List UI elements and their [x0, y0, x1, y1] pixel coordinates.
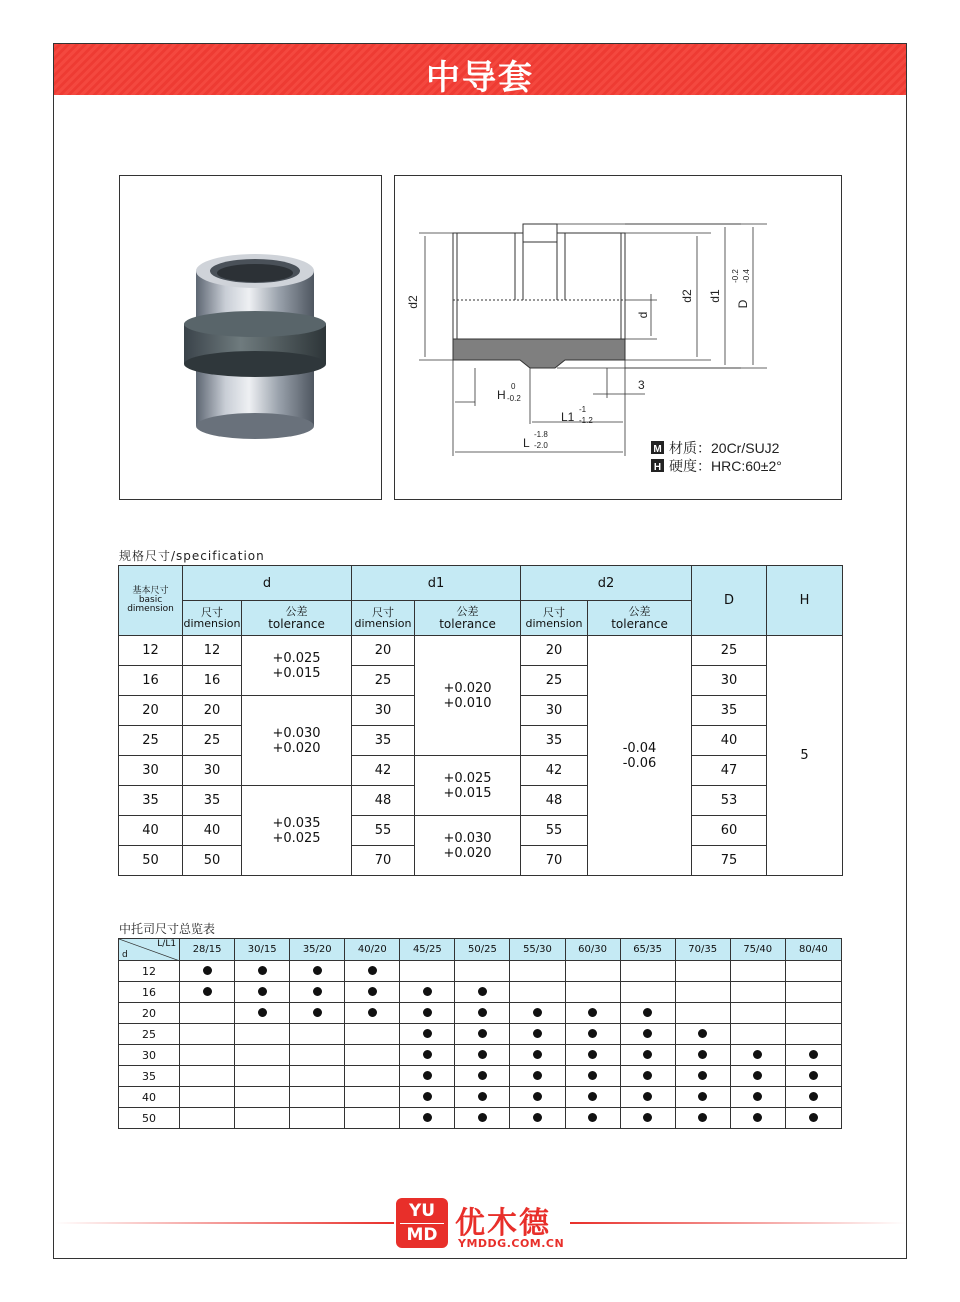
overview-cell: [675, 982, 730, 1003]
spec-table: [118, 565, 843, 876]
overview-section-title: 中托司尺寸总览表: [119, 922, 216, 936]
availability-dot: [643, 1029, 652, 1038]
d1-tol-cell: +0.030 +0.020: [415, 816, 521, 876]
col-d2-header: d2: [521, 566, 692, 601]
col-H-header: H: [767, 566, 843, 636]
overview-cell: [510, 1066, 565, 1087]
availability-dot: [588, 1092, 597, 1101]
overview-cell: [785, 982, 841, 1003]
overview-cell: [290, 1024, 345, 1045]
overview-cell: [510, 982, 565, 1003]
availability-dot: [809, 1113, 818, 1122]
overview-cell: [620, 982, 675, 1003]
availability-dot: [423, 1092, 432, 1101]
d1-label: d1: [708, 289, 722, 303]
overview-cell: [785, 1087, 841, 1108]
overview-cell: [345, 1108, 400, 1129]
overview-cell: [345, 1045, 400, 1066]
availability-dot: [533, 1092, 542, 1101]
overview-cell: [400, 961, 455, 982]
overview-col-header: 60/30: [565, 939, 620, 961]
overview-cell: [455, 1045, 510, 1066]
L-label: L: [523, 436, 530, 450]
d-tol-subheader: 公差 tolerance: [242, 601, 352, 636]
brand-logo: YU MD: [396, 1198, 448, 1248]
overview-cell: [180, 1087, 235, 1108]
availability-dot: [313, 966, 322, 975]
overview-cell: [565, 1087, 620, 1108]
overview-cell: [235, 982, 290, 1003]
overview-cell: [620, 1066, 675, 1087]
col-d-header: d: [183, 566, 352, 601]
dim-3-label: 3: [638, 378, 645, 392]
table-row: 35 35 +0.035 +0.025 48 48 53: [119, 786, 843, 816]
overview-col-header: 45/25: [400, 939, 455, 961]
availability-dot: [423, 987, 432, 996]
product-photo-frame: [119, 175, 382, 500]
overview-cell: [620, 1024, 675, 1045]
availability-dot: [478, 1092, 487, 1101]
overview-cell: [180, 961, 235, 982]
overview-cell: [510, 1024, 565, 1045]
availability-dot: [423, 1029, 432, 1038]
overview-cell: [180, 1108, 235, 1129]
overview-cell: [290, 1003, 345, 1024]
availability-dot: [203, 966, 212, 975]
overview-col-header: 75/40: [730, 939, 785, 961]
overview-row-d: 12: [119, 961, 180, 982]
availability-dot: [698, 1050, 707, 1059]
availability-dot: [533, 1050, 542, 1059]
overview-cell: [455, 982, 510, 1003]
availability-dot: [643, 1008, 652, 1017]
overview-cell: [675, 1108, 730, 1129]
overview-cell: [730, 1066, 785, 1087]
availability-dot: [423, 1113, 432, 1122]
overview-cell: [345, 982, 400, 1003]
availability-dot: [588, 1071, 597, 1080]
overview-cell: [730, 1024, 785, 1045]
overview-cell: [400, 1003, 455, 1024]
overview-col-header: 55/30: [510, 939, 565, 961]
availability-dot: [478, 1008, 487, 1017]
col-d1-header: d1: [352, 566, 521, 601]
L-tolerance-lower: -2.0: [534, 441, 548, 450]
d2-size-subheader: 尺寸 dimension: [521, 601, 588, 636]
overview-cell: [400, 1087, 455, 1108]
availability-dot: [643, 1071, 652, 1080]
table-row: 25 25 35 35 40: [119, 726, 843, 756]
overview-cell: [235, 1045, 290, 1066]
overview-cell: [730, 961, 785, 982]
overview-cell: [455, 1003, 510, 1024]
overview-cell: [345, 1066, 400, 1087]
H-value-cell: 5: [767, 636, 843, 876]
overview-row: [119, 961, 842, 982]
overview-cell: [290, 1108, 345, 1129]
overview-cell: [565, 1108, 620, 1129]
availability-dot: [423, 1050, 432, 1059]
availability-dot: [423, 1071, 432, 1080]
overview-cell: [400, 982, 455, 1003]
title-banner: [54, 44, 906, 98]
overview-cell: [345, 1087, 400, 1108]
availability-dot: [478, 1071, 487, 1080]
availability-dot: [368, 966, 377, 975]
d2-left-label: d2: [406, 295, 420, 309]
material-badge: M: [653, 444, 662, 455]
overview-cell: [730, 1087, 785, 1108]
overview-row: [119, 1108, 842, 1129]
col-basic-header: 基本尺寸 basic dimension: [119, 566, 183, 636]
availability-dot: [753, 1113, 762, 1122]
overview-cell: [565, 1045, 620, 1066]
availability-dot: [588, 1008, 597, 1017]
overview-row-d: 25: [119, 1024, 180, 1045]
overview-cell: [565, 1066, 620, 1087]
overview-cell: [345, 961, 400, 982]
table-row: 30 30 42 +0.025 +0.015 42 47: [119, 756, 843, 786]
technical-drawing-frame: [394, 175, 842, 500]
overview-cell: [785, 1045, 841, 1066]
overview-cell: [785, 1003, 841, 1024]
overview-row: [119, 1087, 842, 1108]
availability-dot: [313, 1008, 322, 1017]
table-row: 20 20 +0.030 +0.020 30 30 35: [119, 696, 843, 726]
overview-cell: [620, 1087, 675, 1108]
H-tolerance-lower: -0.2: [507, 394, 521, 403]
overview-cell: [290, 982, 345, 1003]
D-tolerance-upper: -0.2: [731, 269, 740, 283]
availability-dot: [643, 1113, 652, 1122]
availability-dot: [698, 1071, 707, 1080]
material-text: 材质：20Cr/SUJ2: [669, 440, 780, 456]
overview-row: [119, 1045, 842, 1066]
overview-cell: [235, 1087, 290, 1108]
overview-row-d: 40: [119, 1087, 180, 1108]
overview-col-header: 30/15: [235, 939, 290, 961]
L1-label: L1: [561, 410, 575, 424]
overview-cell: [675, 1045, 730, 1066]
availability-dot: [478, 1029, 487, 1038]
brand-name: 优木德: [455, 1206, 551, 1241]
overview-cell: [785, 1066, 841, 1087]
table-row: 40 40 55 +0.030 +0.020 55 60: [119, 816, 843, 846]
availability-dot: [478, 987, 487, 996]
overview-cell: [180, 1024, 235, 1045]
D-label: D: [736, 299, 750, 309]
H-tolerance-upper: 0: [511, 382, 516, 391]
overview-cell: [675, 961, 730, 982]
overview-cell: [620, 1045, 675, 1066]
col-D-header: D: [692, 566, 767, 636]
overview-cell: [675, 1003, 730, 1024]
overview-cell: [235, 1066, 290, 1087]
overview-col-header: 70/35: [675, 939, 730, 961]
L1-tolerance-upper: -1: [579, 405, 587, 414]
D-tolerance-lower: -0.4: [742, 269, 751, 283]
overview-cell: [180, 982, 235, 1003]
overview-cell: [400, 1066, 455, 1087]
availability-dot: [478, 1050, 487, 1059]
guide-bushing-photo: [120, 176, 381, 499]
availability-dot: [368, 987, 377, 996]
overview-cell: [180, 1045, 235, 1066]
availability-dot: [588, 1050, 597, 1059]
overview-cell: [510, 1045, 565, 1066]
L-tolerance-upper: -1.8: [534, 430, 548, 439]
L1-tolerance-lower: -1.2: [579, 416, 593, 425]
overview-col-header: 35/20: [290, 939, 345, 961]
overview-cell: [510, 1087, 565, 1108]
availability-dot: [698, 1029, 707, 1038]
overview-cell: [455, 1108, 510, 1129]
overview-cell: [180, 1066, 235, 1087]
d1-size-subheader: 尺寸 dimension: [352, 601, 415, 636]
overview-cell: [620, 1003, 675, 1024]
availability-dot: [643, 1092, 652, 1101]
availability-dot: [313, 987, 322, 996]
availability-dot: [533, 1029, 542, 1038]
d-tol-cell: +0.025 +0.015: [242, 636, 352, 696]
overview-row-d: 35: [119, 1066, 180, 1087]
availability-dot: [258, 966, 267, 975]
overview-cell: [455, 1066, 510, 1087]
overview-cell: [400, 1108, 455, 1129]
overview-cell: [345, 1024, 400, 1045]
availability-dot: [753, 1092, 762, 1101]
overview-col-header: 80/40: [785, 939, 841, 961]
footer-line-right: [570, 1222, 906, 1224]
availability-dot: [753, 1071, 762, 1080]
overview-cell: [565, 1024, 620, 1045]
overview-cell: [400, 1024, 455, 1045]
availability-dot: [809, 1071, 818, 1080]
availability-dot: [809, 1050, 818, 1059]
availability-dot: [698, 1113, 707, 1122]
overview-cell: [235, 961, 290, 982]
table-row: 12 12 +0.025 +0.015 20 +0.020 +0.010 20 -0.04 -0.06 25 5: [119, 636, 843, 666]
availability-dot: [753, 1050, 762, 1059]
overview-row: [119, 1003, 842, 1024]
overview-cell: [510, 1003, 565, 1024]
overview-cell: [730, 1045, 785, 1066]
overview-row: [119, 982, 842, 1003]
overview-col-header: 65/35: [620, 939, 675, 961]
availability-dot: [698, 1092, 707, 1101]
overview-cell: [730, 982, 785, 1003]
hardness-badge: H: [653, 462, 662, 473]
footer-line-left: [54, 1222, 394, 1224]
d2-tol-cell: -0.04 -0.06: [588, 636, 692, 876]
overview-cell: [785, 1108, 841, 1129]
overview-cell: [730, 1108, 785, 1129]
overview-cell: [510, 961, 565, 982]
overview-cell: [675, 1087, 730, 1108]
overview-row-d: 16: [119, 982, 180, 1003]
availability-dot: [533, 1071, 542, 1080]
overview-cell: [565, 961, 620, 982]
overview-cell: [345, 1003, 400, 1024]
d-size-subheader: 尺寸 dimension: [183, 601, 242, 636]
overview-cell: [620, 1108, 675, 1129]
availability-dot: [478, 1113, 487, 1122]
overview-cell: [235, 1003, 290, 1024]
availability-dot: [203, 987, 212, 996]
overview-cell: [675, 1066, 730, 1087]
overview-cell: [290, 1066, 345, 1087]
overview-cell: [455, 1087, 510, 1108]
overview-col-header: 50/25: [455, 939, 510, 961]
overview-row: [119, 1066, 842, 1087]
overview-cell: [620, 961, 675, 982]
overview-table: [118, 938, 842, 1129]
availability-dot: [809, 1092, 818, 1101]
d2-right-label: d2: [680, 289, 694, 303]
overview-cell: [675, 1024, 730, 1045]
availability-dot: [423, 1008, 432, 1017]
availability-dot: [588, 1113, 597, 1122]
overview-cell: [455, 961, 510, 982]
table-row: 16 16 25 25 30: [119, 666, 843, 696]
d1-tol-subheader: 公差 tolerance: [415, 601, 521, 636]
overview-corner-cell: L/L1 d: [119, 939, 180, 961]
overview-cell: [565, 1003, 620, 1024]
overview-cell: [235, 1108, 290, 1129]
d-tol-cell: +0.030 +0.020: [242, 696, 352, 786]
availability-dot: [533, 1113, 542, 1122]
overview-cell: [455, 1024, 510, 1045]
overview-cell: [290, 1087, 345, 1108]
overview-cell: [290, 961, 345, 982]
overview-cell: [400, 1045, 455, 1066]
overview-row-d: 20: [119, 1003, 180, 1024]
H-label: H: [497, 388, 506, 402]
overview-cell: [510, 1108, 565, 1129]
overview-cell: [730, 1003, 785, 1024]
page-title: 中导套: [426, 58, 534, 98]
overview-row: [119, 1024, 842, 1045]
overview-cell: [235, 1024, 290, 1045]
availability-dot: [368, 1008, 377, 1017]
overview-col-header: 28/15: [180, 939, 235, 961]
hardness-text: 硬度：HRC:60±2°: [669, 458, 782, 474]
d-tol-cell: +0.035 +0.025: [242, 786, 352, 876]
overview-row-d: 50: [119, 1108, 180, 1129]
overview-cell: [565, 982, 620, 1003]
d1-tol-cell: +0.020 +0.010: [415, 636, 521, 756]
availability-dot: [533, 1008, 542, 1017]
brand-url: YMDDG.COM.CN: [458, 1237, 565, 1250]
overview-cell: [290, 1045, 345, 1066]
availability-dot: [258, 1008, 267, 1017]
overview-cell: [785, 1024, 841, 1045]
overview-row-d: 30: [119, 1045, 180, 1066]
d2-tol-subheader: 公差 tolerance: [588, 601, 692, 636]
availability-dot: [258, 987, 267, 996]
availability-dot: [588, 1029, 597, 1038]
overview-cell: [785, 961, 841, 982]
spec-section-title: 规格尺寸/specification: [119, 549, 265, 563]
availability-dot: [643, 1050, 652, 1059]
d1-tol-cell: +0.025 +0.015: [415, 756, 521, 816]
d-label: d: [636, 311, 650, 319]
overview-col-header: 40/20: [345, 939, 400, 961]
overview-cell: [180, 1003, 235, 1024]
table-row: 50 50 70 70 75: [119, 846, 843, 876]
technical-drawing: [395, 176, 841, 499]
